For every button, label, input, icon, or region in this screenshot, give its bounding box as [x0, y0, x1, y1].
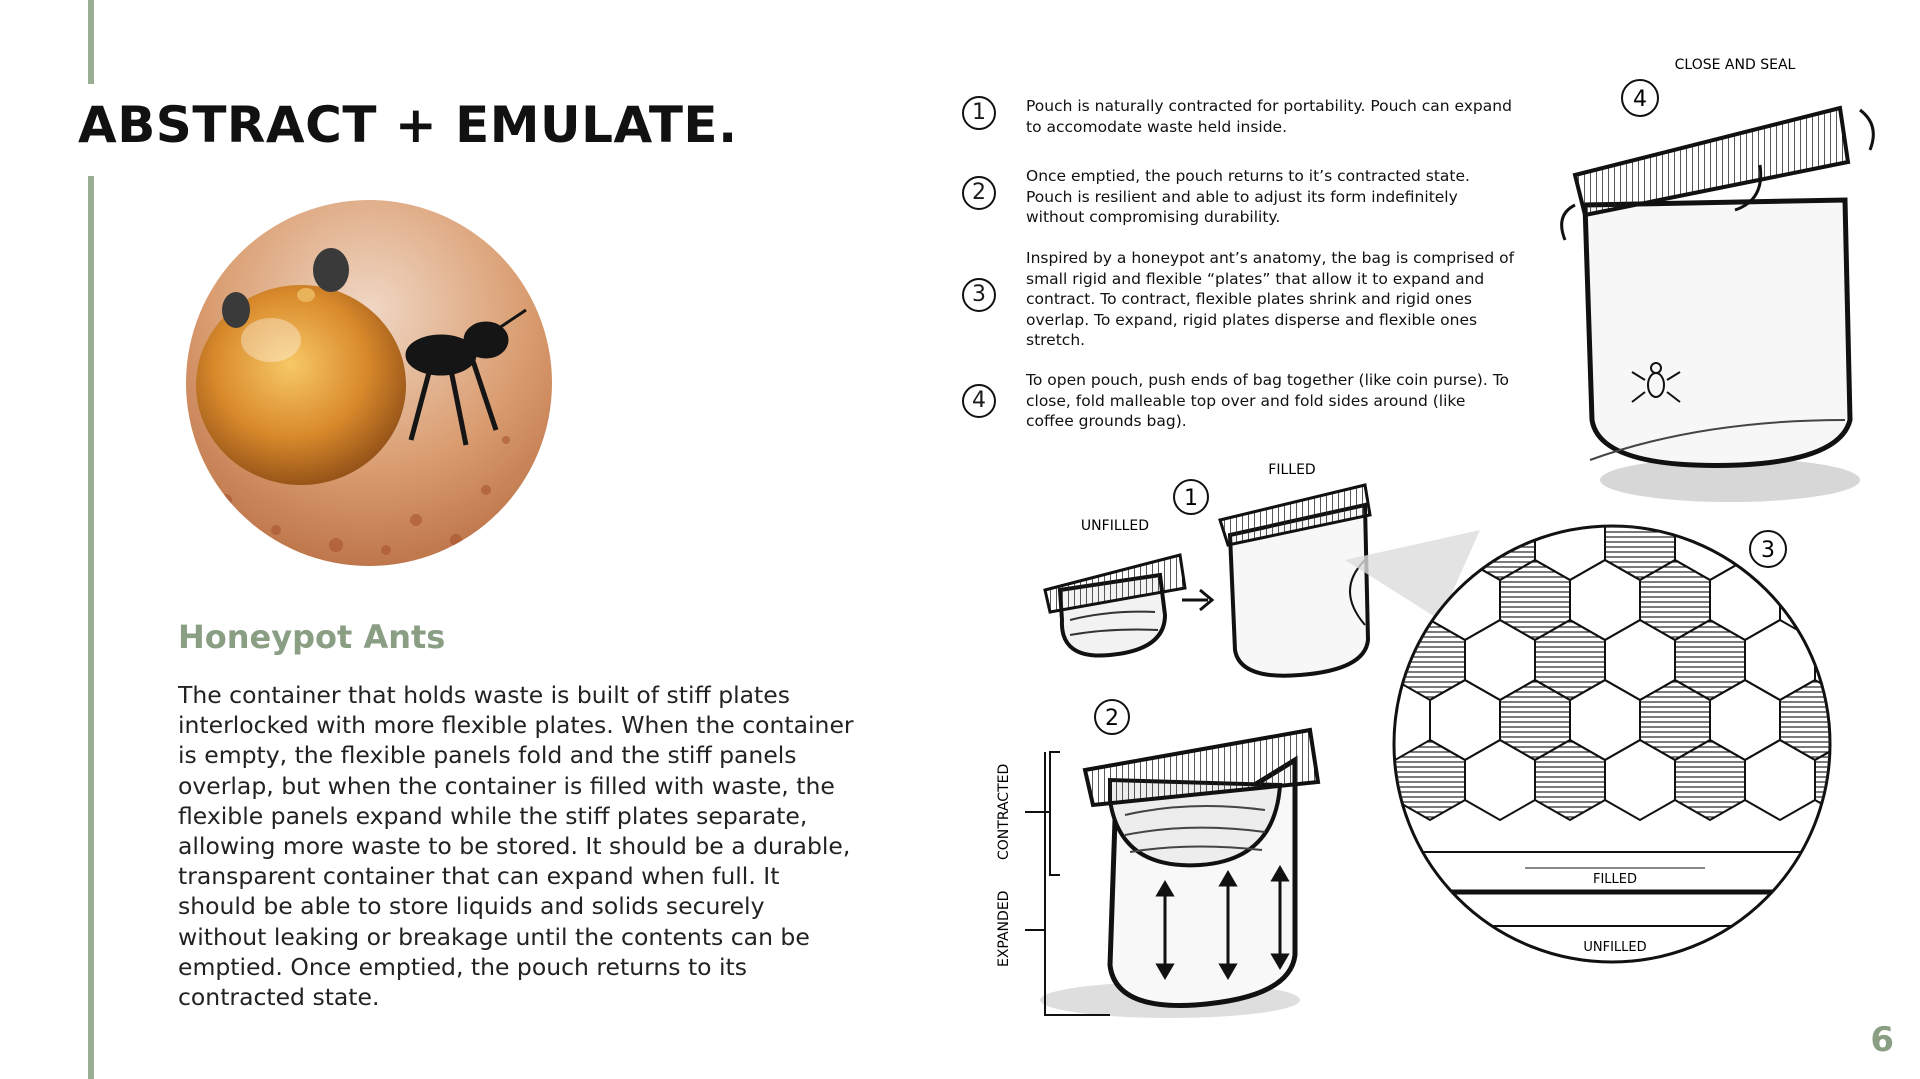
- page-number: 6: [1870, 1020, 1894, 1060]
- marker-3-label: 3: [1761, 538, 1775, 563]
- arrow-right-icon: [1182, 590, 1212, 610]
- section-subtitle: Honeypot Ants: [178, 618, 446, 656]
- filled-pouch-sketch: [1220, 485, 1370, 676]
- plate-detail-circle: [1390, 500, 1885, 962]
- sealed-pouch-sketch: [1562, 108, 1874, 502]
- step-number: 4: [962, 384, 996, 418]
- marker-2-label: 2: [1105, 706, 1119, 731]
- step-number: 3: [962, 278, 996, 312]
- expanded-label: EXPANDED: [996, 890, 1012, 967]
- marker-1-label: 1: [1184, 486, 1198, 511]
- step-text: Once emptied, the pouch returns to it’s contracted state. Pouch is resilient and able to adjust its form indefinitely without compromising durability.: [1026, 167, 1470, 226]
- expansion-pouch-sketch: [1040, 730, 1318, 1018]
- step-text: Pouch is naturally contracted for portability. Pouch can expand to accomodate waste held inside.: [1026, 97, 1512, 136]
- step-number: 2: [962, 176, 996, 210]
- step-text: Inspired by a honeypot ant’s anatomy, the bag is comprised of small rigid and flexible “plates” that allow it to expand and contract. To contract, flexible plates shrink and rigid ones overlap. To expand, rigid plates disperse and flexible ones stretch.: [1026, 249, 1515, 349]
- step-number: 1: [962, 96, 996, 130]
- marker-4-label: 4: [1633, 87, 1647, 112]
- unfilled-label: UNFILLED: [1080, 518, 1150, 534]
- body-paragraph: The container that holds waste is built of stiff plates interlocked with more flexible plates. When the container is empty, the flexible panels fold and the stiff panels overlap, but when the container is filled with waste, the flexible panels expand while the stiff plates separate, allowing more waste to be stored. It should be a durable, transparent container that can expand when full. It should be able to store liquids and solids securely without leaking or breakage until the contents can be emptied. Once emptied, the pouch returns to its contracted state.: [178, 681, 854, 1012]
- filled-label: FILLED: [1268, 462, 1316, 478]
- unfilled-pouch-sketch: [1045, 555, 1185, 656]
- close-and-seal-label: CLOSE AND SEAL: [1674, 57, 1796, 73]
- page-title: ABSTRACT + EMULATE.: [78, 96, 738, 154]
- contracted-label: CONTRACTED: [996, 763, 1012, 860]
- unfilled-detail-label: UNFILLED: [1583, 940, 1647, 955]
- filled-detail-label: FILLED: [1592, 872, 1638, 887]
- step-text: To open pouch, push ends of bag together (like coin purse). To close, fold malleable top over and fold sides around (like coffee grounds bag).: [1026, 371, 1510, 430]
